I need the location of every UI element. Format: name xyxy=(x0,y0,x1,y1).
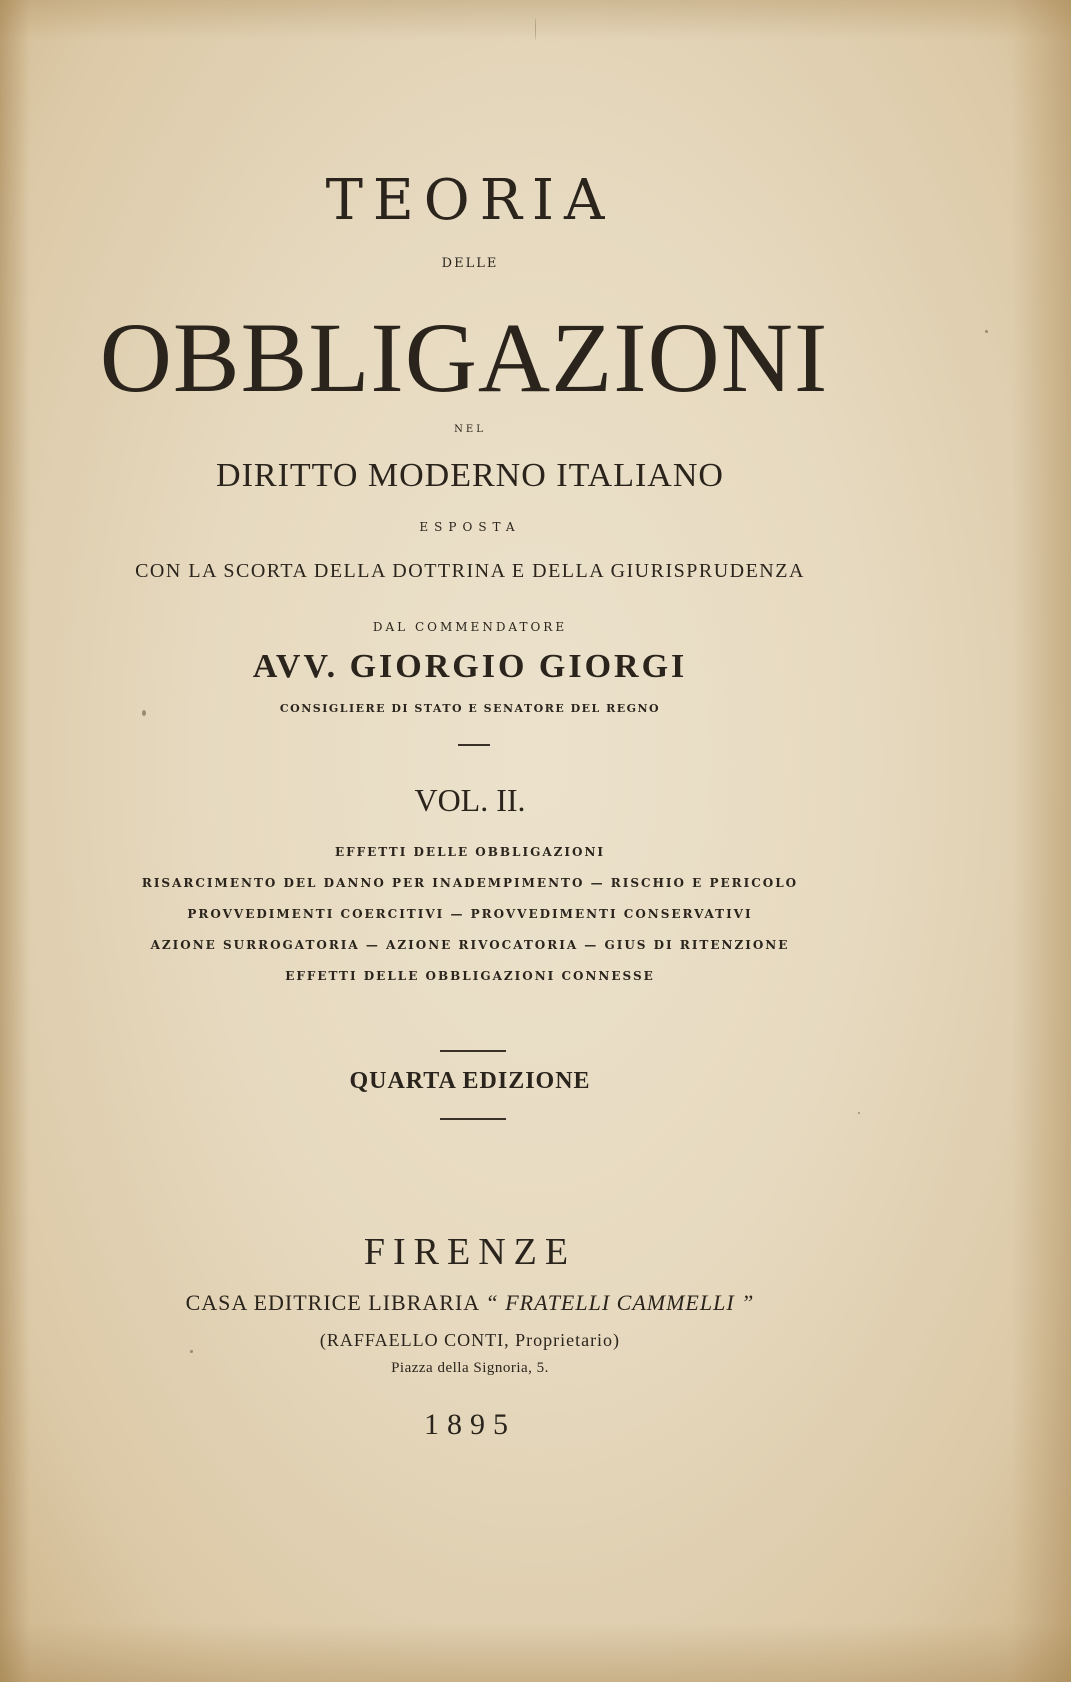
author-name: AVV. GIORGIO GIORGI xyxy=(252,648,688,685)
proprietor: (RAFFAELLO CONTI, Proprietario) xyxy=(319,1330,621,1350)
publication-city: FIRENZE xyxy=(363,1231,577,1273)
publication-year: 1895 xyxy=(424,1408,516,1441)
divider xyxy=(458,744,490,746)
subtitle: DIRITTO MODERNO ITALIANO xyxy=(216,457,724,494)
edition: QUARTA EDIZIONE xyxy=(349,1068,591,1094)
volume-number: VOL. II. xyxy=(414,782,526,818)
main-title: OBBLIGAZIONI xyxy=(99,302,829,413)
word-esposta: ESPOSTA xyxy=(419,520,521,534)
publisher-name: “ FRATELLI CAMMELLI ” xyxy=(485,1290,755,1315)
paper-speck xyxy=(858,1112,860,1114)
divider xyxy=(440,1050,506,1052)
publisher xyxy=(0,1290,940,1316)
paper-edge-shading xyxy=(0,1622,1071,1682)
subtitle-line: CON LA SCORTA DELLA DOTTRINA E DELLA GIURISPRUDENZA xyxy=(135,560,805,582)
author-title: CONSIGLIERE DI STATO E SENATORE DEL REGNO xyxy=(279,702,661,715)
paper-speck xyxy=(142,710,146,716)
title-word-teoria: TEORIA xyxy=(325,168,615,233)
contents-line: RISARCIMENTO DEL DANNO PER INADEMPIMENTO — RISCHIO E PERICOLO xyxy=(141,876,799,890)
contents-line: AZIONE SURROGATORIA — AZIONE RIVOCATORIA — GIUS DI RITENZIONE xyxy=(150,938,790,952)
title-word-nel: NEL xyxy=(454,424,486,435)
paper-speck xyxy=(535,18,536,40)
publisher-address: Piazza della Signoria, 5. xyxy=(391,1360,549,1376)
contents-line: PROVVEDIMENTI COERCITIVI — PROVVEDIMENTI CONSERVATIVI xyxy=(187,907,753,921)
author-prefix: DAL COMMENDATORE xyxy=(372,620,568,634)
paper-edge-shading xyxy=(1011,0,1071,1682)
contents-line: EFFETTI DELLE OBBLIGAZIONI CONNESSE xyxy=(285,969,655,983)
contents-line: EFFETTI DELLE OBBLIGAZIONI xyxy=(334,845,606,859)
paper-speck xyxy=(190,1350,193,1353)
title-word-delle: DELLE xyxy=(441,256,499,271)
publisher-prefix: CASA EDITRICE LIBRARIA xyxy=(185,1290,479,1315)
paper-speck xyxy=(985,330,988,333)
divider xyxy=(440,1118,506,1120)
